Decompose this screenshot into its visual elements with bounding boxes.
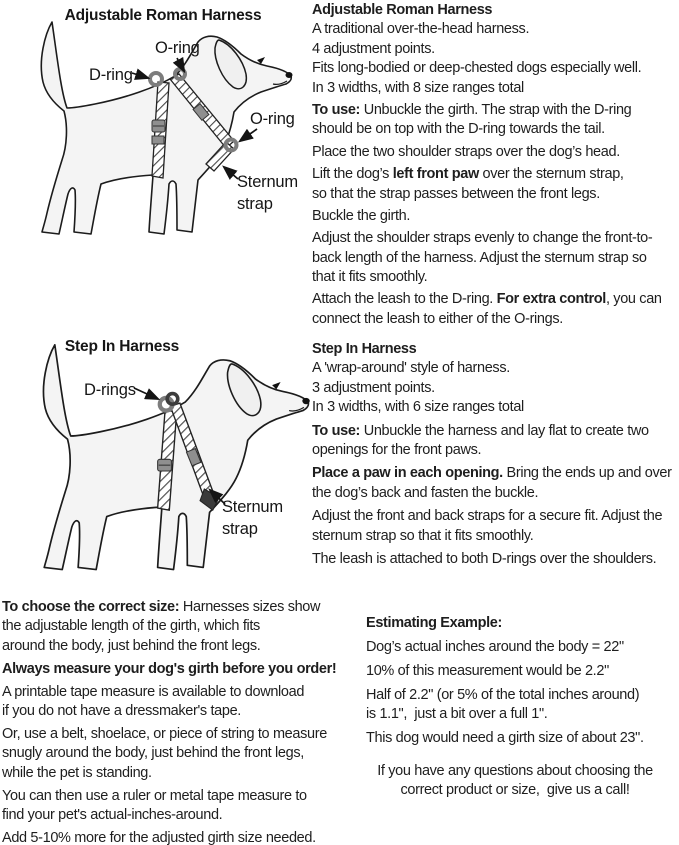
paragraph [312, 1, 678, 98]
text-line [2, 787, 344, 806]
text-line [312, 422, 678, 441]
text-line [366, 686, 676, 705]
text-line [312, 464, 678, 483]
text-line [2, 617, 344, 636]
text-line [2, 660, 344, 679]
paragraph [366, 662, 676, 681]
bold-text: To choose the correct size: [2, 599, 180, 615]
d-rings-arrow [134, 388, 158, 399]
text-line [2, 702, 344, 721]
text-segment: around the body, just behind the front legs. [2, 637, 261, 654]
text-segment: openings for the front paws. [312, 441, 482, 458]
text-line [366, 729, 676, 748]
stepin-instructions [312, 340, 678, 569]
text-line [312, 379, 678, 398]
text-segment: Unbuckle the harness and lay flat to create two [360, 422, 649, 439]
text-segment: Bring the ends up and over [502, 465, 672, 482]
text-line [2, 598, 344, 617]
text-segment: 10% of this measurement would be 2.2" [366, 662, 609, 679]
paragraph [312, 340, 678, 418]
bold-text: Place a paw in each opening. [312, 465, 503, 482]
stepin-harness-diagram [0, 305, 310, 583]
text-line [2, 829, 344, 845]
text-segment: connect the leash to either of the O-rings. [312, 310, 563, 327]
o-ring-top-label: O-ring [155, 39, 200, 57]
bold-text: Step In Harness [312, 341, 417, 357]
text-line [2, 725, 344, 744]
bold-text: Always measure your dog's girth before you order! [2, 660, 337, 677]
paragraph [366, 638, 676, 657]
text-line [312, 359, 678, 378]
text-line [312, 185, 678, 204]
text-segment: This dog would need a girth size of about 23". [366, 729, 644, 746]
text-segment: Lift the dog’s [312, 166, 393, 183]
paragraph [2, 598, 344, 656]
sternum-arrow [224, 167, 238, 179]
o-ring-chest-label: O-ring [250, 110, 295, 128]
paragraph [312, 550, 678, 569]
text-segment: snugly around the body, just behind the front legs, [2, 745, 304, 762]
sternum-label-2: strap [222, 520, 258, 538]
paragraph [366, 614, 676, 633]
text-line [366, 662, 676, 681]
paragraph [2, 660, 344, 679]
text-segment: over the sternum strap, [478, 166, 624, 183]
text-line [312, 550, 678, 569]
stepin-diagram-title: Step In Harness [64, 338, 180, 355]
text-line [312, 484, 678, 503]
text-line [2, 744, 344, 763]
text-segment: Unbuckle the girth. The strap with the D-ring [360, 101, 632, 118]
text-line [366, 614, 676, 633]
d-ring [150, 73, 162, 85]
text-segment: the dog’s back and fasten the buckle. [312, 484, 539, 501]
paragraph [352, 762, 678, 801]
text-segment: back length of the harness. Adjust the sternum strap so [312, 249, 647, 266]
contact-note [352, 762, 678, 801]
paragraph [312, 290, 678, 329]
paragraph [312, 143, 678, 162]
paragraph [2, 725, 344, 783]
text-line [312, 59, 678, 78]
text-line [366, 638, 676, 657]
text-line [312, 441, 678, 460]
bold-text: To use: [312, 101, 361, 118]
bold-text: Estimating Example: [366, 615, 502, 631]
text-segment: A 'wrap-around' style of harness. [312, 360, 510, 377]
paragraph [312, 101, 678, 140]
paragraph [312, 207, 678, 226]
text-line [312, 290, 678, 309]
text-segment: 3 adjustment points. [312, 379, 435, 396]
text-segment: Add 5-10% more for the adjusted girth size needed. [2, 829, 316, 845]
paragraph [312, 165, 678, 204]
text-line [312, 507, 678, 526]
text-line [312, 20, 678, 39]
text-segment: if you do not have a dressmaker's tape. [2, 702, 241, 719]
paragraph [2, 787, 344, 826]
text-line [312, 79, 678, 98]
text-segment: 4 adjustment points. [312, 40, 435, 57]
text-segment: In 3 widths, with 6 size ranges total [312, 399, 524, 416]
paragraph [366, 686, 676, 725]
d-ring-arrow [132, 73, 148, 78]
text-segment: is 1.1", just a bit over a full 1". [366, 706, 548, 723]
text-line [352, 781, 678, 800]
text-segment: sternum strap so that it fits smoothly. [312, 527, 534, 544]
text-line [312, 165, 678, 184]
text-line [352, 762, 678, 781]
d-ring-label: D-ring [89, 66, 133, 84]
text-segment: Harnesses sizes show [179, 599, 321, 615]
text-segment: Attach the leash to the D-ring. [312, 291, 497, 308]
girth-slider [152, 136, 164, 144]
o-ring-chest [226, 140, 237, 151]
text-line [312, 398, 678, 417]
text-segment: A traditional over-the-head harness. [312, 21, 530, 38]
d-rings-label: D-rings [84, 381, 136, 399]
text-line [312, 340, 678, 359]
text-line [2, 806, 344, 825]
paragraph [366, 729, 676, 748]
text-segment: correct product or size, give us a call! [400, 782, 630, 799]
text-segment: Place the two shoulder straps over the dog’s head. [312, 143, 620, 160]
bold-text: left front paw [392, 166, 479, 183]
o-ring-chest-arrow [240, 129, 257, 141]
text-segment: Buckle the girth. [312, 207, 411, 224]
text-segment: Adjust the shoulder straps evenly to change the front-to- [312, 230, 653, 247]
bold-text: For extra control [496, 291, 606, 308]
sizing-instructions [2, 598, 344, 845]
text-line [312, 1, 678, 20]
estimating-example [366, 614, 676, 748]
text-segment: Or, use a belt, shoelace, or piece of string to measure [2, 725, 327, 742]
paragraph [312, 422, 678, 461]
text-segment: If you have any questions about choosing the [377, 763, 653, 779]
text-segment: while the pet is standing. [2, 764, 152, 781]
text-segment: Dog’s actual inches around the body = 22" [366, 638, 624, 655]
text-line [366, 705, 676, 724]
text-segment: You can then use a ruler or metal tape measure to [2, 787, 307, 804]
text-segment: Half of 2.2" (or 5% of the total inches around) [366, 686, 640, 703]
text-segment: Adjust the front and back straps for a secure fit. Adjust the [312, 508, 663, 525]
text-segment: should be on top with the D-ring towards the tail. [312, 121, 605, 138]
text-segment: The leash is attached to both D-rings over the shoulders. [312, 550, 657, 567]
roman-instructions [312, 1, 678, 329]
text-line [2, 637, 344, 656]
text-segment: so that the strap passes between the front legs. [312, 185, 600, 202]
roman-harness-diagram [5, 8, 307, 250]
text-line [312, 310, 678, 329]
bold-text: To use: [312, 422, 361, 439]
text-segment: Fits long-bodied or deep-chested dogs especially well. [312, 60, 642, 77]
text-segment: In 3 widths, with 8 size ranges total [312, 79, 524, 96]
dog-figure [43, 345, 309, 570]
text-line [312, 101, 678, 120]
text-line [312, 268, 678, 287]
text-line [312, 40, 678, 59]
text-segment: A printable tape measure is available to download [2, 683, 305, 700]
text-line [312, 143, 678, 162]
paragraph [312, 464, 678, 503]
roman-diagram-title: Adjustable Roman Harness [64, 8, 262, 24]
paragraph [2, 829, 344, 845]
text-line [312, 229, 678, 248]
bold-text: Adjustable Roman Harness [312, 2, 493, 18]
text-line [312, 120, 678, 139]
text-line [312, 207, 678, 226]
text-segment: the adjustable length of the girth, which fits [2, 618, 260, 635]
text-line [312, 527, 678, 546]
text-line [2, 683, 344, 702]
sternum-label-2: strap [237, 195, 273, 213]
sternum-label-1: Sternum [237, 173, 298, 191]
text-line [312, 249, 678, 268]
paragraph [2, 683, 344, 722]
sternum-label-1: Sternum [222, 498, 283, 516]
text-segment: that it fits smoothly. [312, 269, 428, 286]
text-line [2, 764, 344, 783]
paragraph [312, 229, 678, 287]
paragraph [312, 507, 678, 546]
text-segment: , you can [605, 291, 662, 308]
text-segment: find your pet's actual-inches-around. [2, 806, 223, 823]
